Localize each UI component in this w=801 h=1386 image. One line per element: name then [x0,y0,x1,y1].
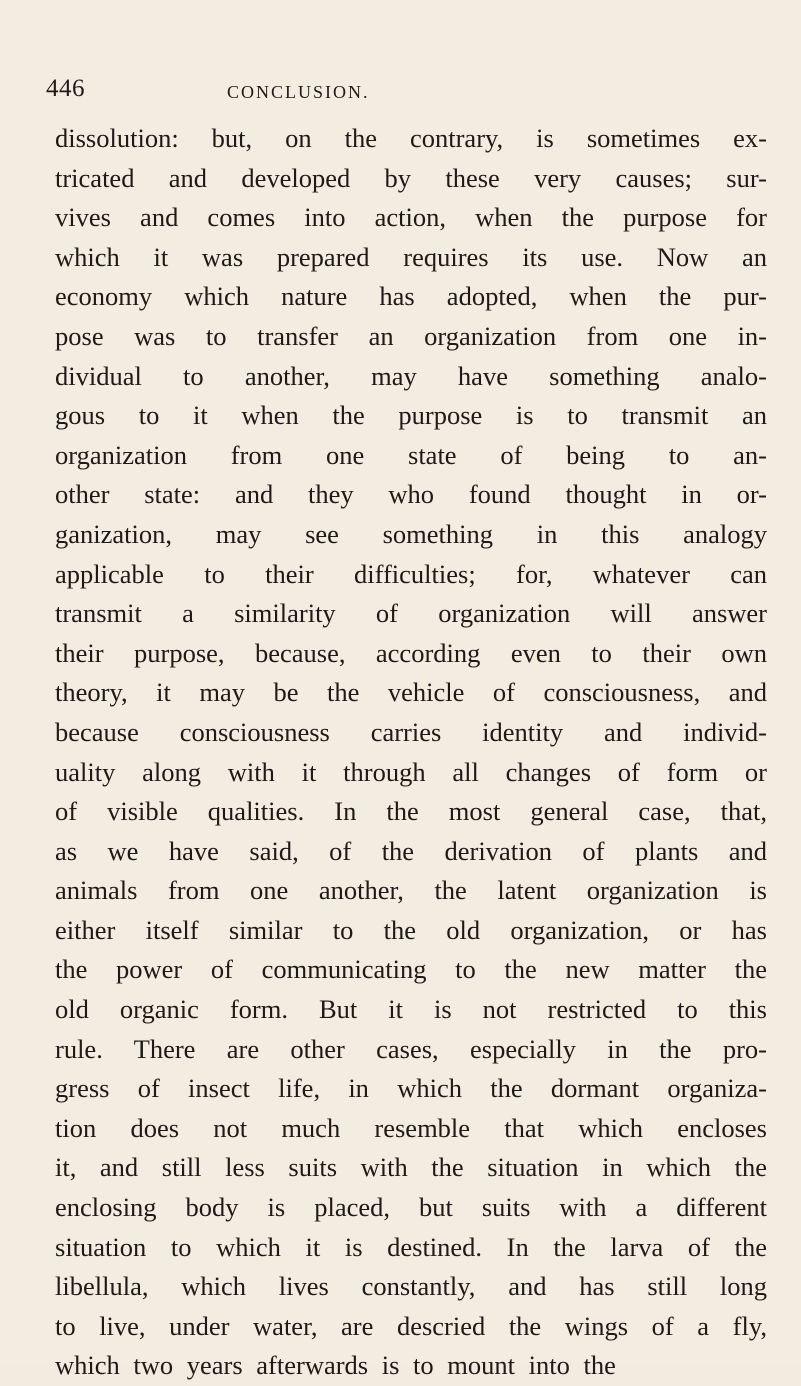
text-line: uality along with it through all changes of form or [55,756,767,787]
text-line: organization from one state of being to an- [55,439,767,470]
page-number: 446 [46,75,85,102]
text-line: dissolution: but, on the contrary, is sometimes ex- [55,123,767,153]
running-title: CONCLUSION. [227,82,370,102]
text-line: because consciousness carries identity and individ- [55,716,767,747]
text-line: situation to which it is destined. In the larva of the [55,1231,767,1262]
text-line: economy which nature has adopted, when the pur- [55,281,767,312]
text-line: which two years afterwards is to mount into the [55,1350,616,1381]
text-line: enclosing body is placed, but suits with a different [55,1192,767,1223]
text-line: either itself similar to the old organization, or has [55,914,767,945]
text-line: the power of communicating to the new matter the [55,954,767,985]
text-line: to live, under water, are descried the wings of a fly, [55,1310,767,1341]
text-line: tricated and developed by these very causes; sur- [55,162,767,193]
text-line: rule. There are other cases, especially in the pro- [55,1033,767,1064]
text-line: ganization, may see something in this analogy [55,518,767,549]
text-line: gous to it when the purpose is to transmit an [55,400,767,431]
text-line: transmit a similarity of organization will answer [55,598,767,629]
text-line: as we have said, of the derivation of plants and [55,835,767,866]
text-line: theory, it may be the vehicle of consciousness, and [55,677,767,708]
text-line: it, and still less suits with the situation in which the [55,1152,767,1183]
text-line: vives and comes into action, when the purpose for [55,202,767,233]
text-line: gress of insect life, in which the dormant organiza- [55,1073,767,1104]
text-line: dividual to another, may have something analo- [55,360,767,391]
text-line: other state: and they who found thought in or- [55,479,767,510]
text-line: animals from one another, the latent organization is [55,875,767,906]
text-line: which it was prepared requires its use. Now an [55,241,767,272]
text-line: old organic form. But it is not restricted to this [55,994,767,1025]
body-text [55,119,767,1386]
text-line: applicable to their difficulties; for, whatever can [55,558,767,589]
text-line: of visible qualities. In the most general case, that, [55,796,767,827]
text-line: pose was to transfer an organization from one in- [55,320,767,351]
running-head [46,74,766,114]
text-line: tion does not much resemble that which encloses [55,1112,767,1143]
text-line: their purpose, because, according even to their own [55,637,767,668]
text-line: libellula, which lives constantly, and has still long [55,1271,767,1302]
